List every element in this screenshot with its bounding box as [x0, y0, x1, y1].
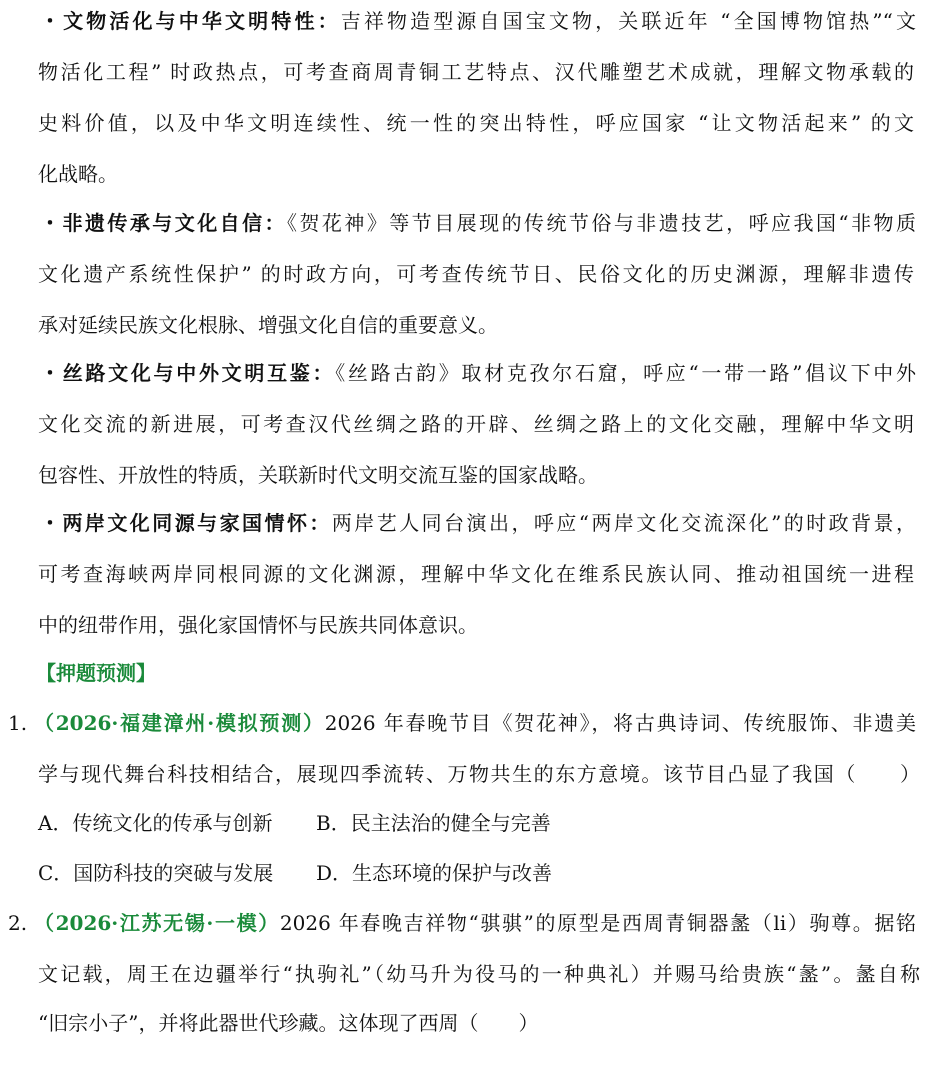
question-source: （2026·江苏无锡·一模） [34, 911, 280, 935]
section-text: 《贺花神》等节目展现的传统节俗与非遗技艺，呼应我国“非物质 [287, 211, 916, 235]
question-1-line-2: 学与现代舞台科技相结合，展现四季流转、万物共生的东方意境。该节目凸显了我国（ ） [38, 762, 920, 786]
question-source: （2026·福建漳州·模拟预测） [34, 711, 325, 735]
section-3-line-3: 包容性、开放性的特质，关联新时代文明交流互鉴的国家战略。 [38, 463, 598, 487]
section-1-line-1 [40, 8, 916, 34]
section-2-line-3: 承对延续民族文化根脉、增强文化自信的重要意义。 [38, 313, 498, 337]
section-1-line-3: 史料价值，以及中华文明连续性、统一性的突出特性，呼应国家 “让文物活起来” 的文 [38, 111, 914, 135]
section-3-line-2: 文化交流的新进展，可考查汉代丝绸之路的开辟、丝绸之路上的文化交融，理解中华文明 [38, 412, 914, 436]
section-4-line-1 [40, 510, 916, 536]
question-2-line-3: “旧宗小子”，并将此器世代珍藏。这体现了西周（ ） [38, 1011, 539, 1035]
question-1-line-1 [34, 710, 916, 736]
section-text: 《丝路古韵》取材克孜尔石窟，呼应“一带一路”倡议下中外 [335, 361, 917, 385]
section-text: 两岸艺人同台演出，呼应“两岸文化交流深化”的时政背景， [331, 511, 917, 535]
option-d: D．生态环境的保护与改善 [316, 861, 553, 885]
section-2-line-1 [40, 210, 916, 236]
option-b: B．民主法治的健全与完善 [316, 811, 551, 835]
question-2-line-1 [34, 910, 916, 936]
section-1-line-4: 化战略。 [38, 162, 118, 186]
question-text: 2026 年春晚节目《贺花神》，将古典诗词、传统服饰、非遗美 [324, 711, 916, 735]
section-2-line-2: 文化遗产系统性保护” 的时政方向，可考查传统节日、民俗文化的历史渊源，理解非遗传 [38, 262, 914, 286]
section-4-line-3: 中的纽带作用，强化家国情怀与民族共同体意识。 [38, 613, 478, 637]
question-1-number: 1. [8, 711, 28, 735]
section-1-line-2: 物活化工程” 时政热点，可考查商周青铜工艺特点、汉代雕塑艺术成就，理解文物承载的 [38, 60, 914, 84]
question-text: 2026 年春晚吉祥物“骐骐”的原型是西周青铜器盠（li）驹尊。据铭 [279, 911, 917, 935]
question-2-number: 2. [8, 911, 28, 935]
option-c: C．国防科技的突破与发展 [38, 861, 274, 885]
section-heading: ・丝路文化与中外文明互鉴： [40, 361, 336, 385]
question-2-line-2: 文记载，周王在边疆举行“执驹礼”（幼马升为役马的一种典礼）并赐马给贵族“盠”。盠自称 [38, 962, 920, 986]
option-a: A．传统文化的传承与创新 [38, 811, 273, 835]
section-heading: ・文物活化与中华文明特性： [40, 9, 341, 33]
section-heading: ・两岸文化同源与家国情怀： [40, 511, 332, 535]
section-4-line-2: 可考查海峡两岸同根同源的文化渊源，理解中华文化在维系民族认同、推动祖国统一进程 [38, 562, 914, 586]
section-text: 吉祥物造型源自国宝文物，关联近年 “全国博物馆热”“文 [340, 9, 917, 33]
section-3-line-1 [40, 360, 916, 386]
prediction-heading: 【押题预测】 [36, 661, 156, 685]
section-heading: ・非遗传承与文化自信： [40, 211, 288, 235]
